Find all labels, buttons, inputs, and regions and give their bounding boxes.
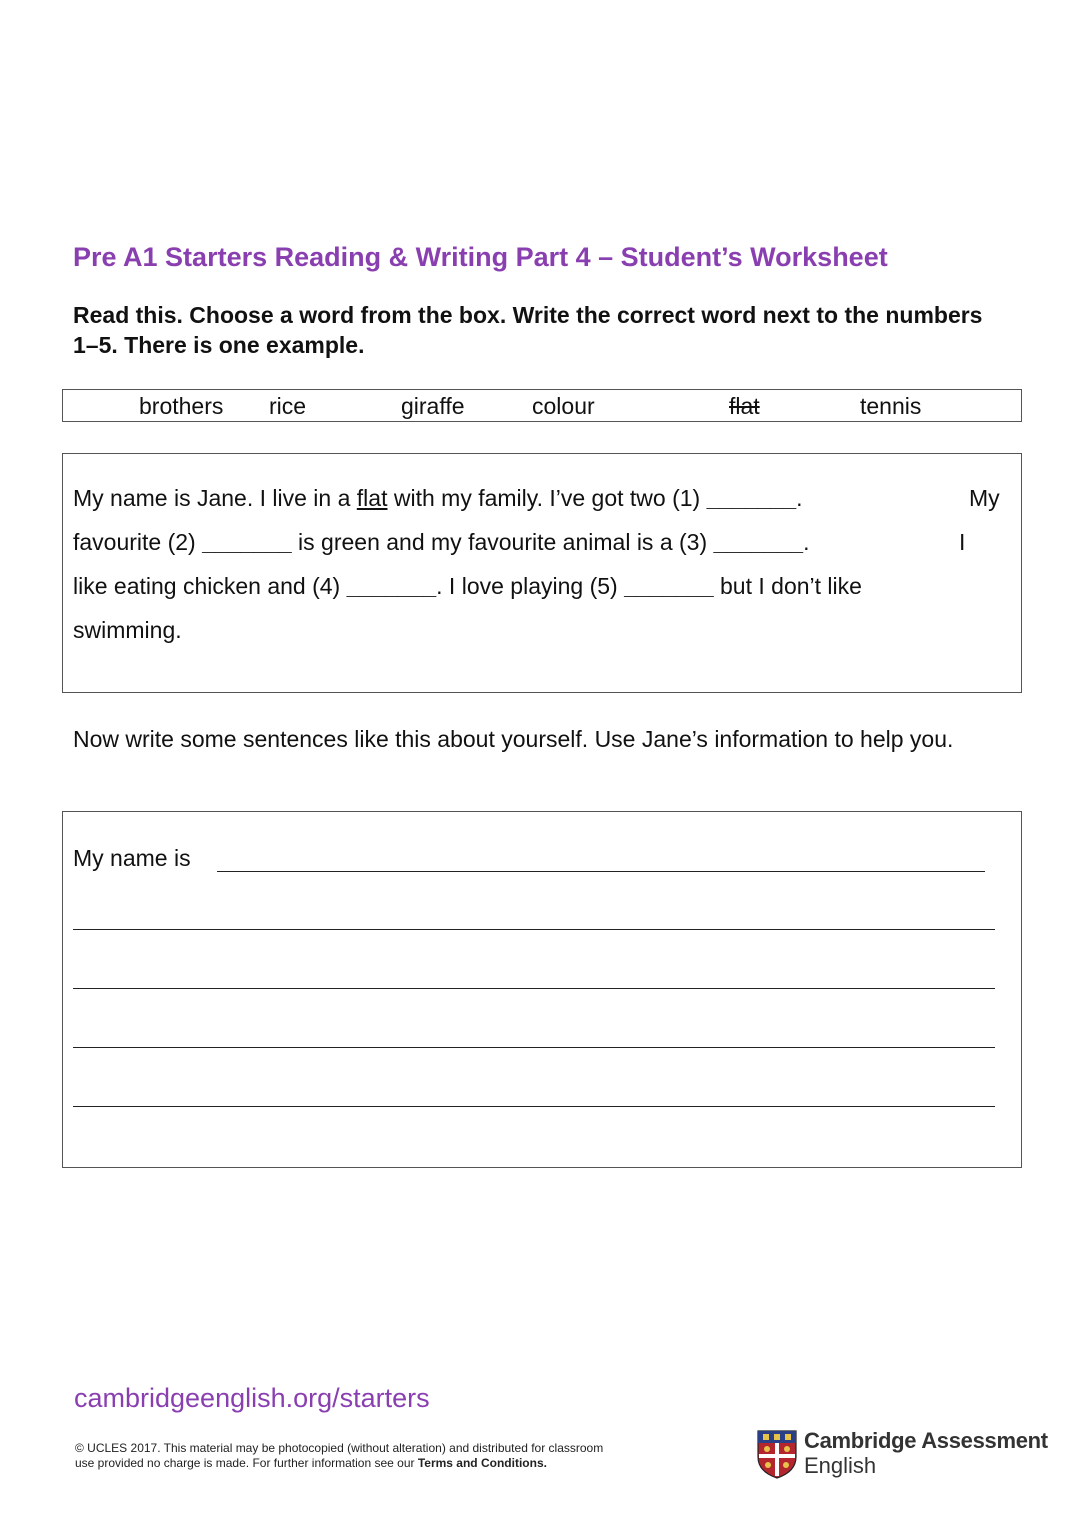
word-option: brothers (139, 393, 224, 419)
cambridge-logo: Cambridge Assessment English (756, 1428, 1046, 1480)
blank-3[interactable]: _______ (713, 529, 804, 555)
story-line-3: like eating chicken and (4) _______. I love playing (5) _______ but I don’t like (73, 573, 862, 599)
word-option: colour (532, 393, 595, 419)
sentence-starter: My name is (73, 845, 191, 871)
writing-prompt: Now write some sentences like this about yourself. Use Jane’s information to help you. (73, 726, 954, 752)
writing-line[interactable] (73, 929, 995, 930)
blank-1[interactable]: _______ (706, 485, 797, 511)
blank-2[interactable]: _______ (202, 529, 292, 555)
worksheet-title: Pre A1 Starters Reading & Writing Part 4 – Student’s Worksheet (73, 242, 888, 272)
writing-line[interactable] (73, 1106, 995, 1107)
word-option: tennis (860, 393, 922, 419)
story-line-4: swimming. (73, 617, 182, 643)
writing-line[interactable] (73, 988, 995, 989)
writing-line[interactable] (217, 871, 985, 872)
blank-5[interactable]: _______ (624, 573, 714, 599)
example-answer: flat (356, 485, 388, 511)
story-line-1: My name is Jane. I live in a flat with my family. I’ve got two (1) _______. (73, 485, 803, 511)
copyright-notice: © UCLES 2017. This material may be photocopied (without alteration) and distributed for classroom use provided no charge is made. For further information see our Terms and Conditions. (75, 1441, 604, 1470)
terms-link[interactable]: Terms and Conditions. (417, 1456, 547, 1470)
word-option-example: flat (729, 393, 760, 419)
shield-icon (756, 1429, 798, 1479)
story-box: My name is Jane. I live in a flat with my family. I’ve got two (1) _______. My favourite (2) _______ is green and my favourite animal is a (3) _______. I like eating chicken and (4) _______. I love playing (5) _______ but I don’t like swimming. (62, 453, 1022, 693)
website-link[interactable]: cambridgeenglish.org/starters (74, 1383, 430, 1413)
writing-line[interactable] (73, 1047, 995, 1048)
word-option: giraffe (401, 393, 465, 419)
story-line-2: favourite (2) _______ is green and my favourite animal is a (3) _______. (73, 529, 810, 555)
word-box (62, 389, 1022, 422)
instructions: Read this. Choose a word from the box. Write the correct word next to the numbers 1–5. There is one example. (73, 302, 983, 358)
word-option: rice (269, 393, 307, 419)
blank-4[interactable]: _______ (346, 573, 437, 599)
writing-box (62, 811, 1022, 1168)
